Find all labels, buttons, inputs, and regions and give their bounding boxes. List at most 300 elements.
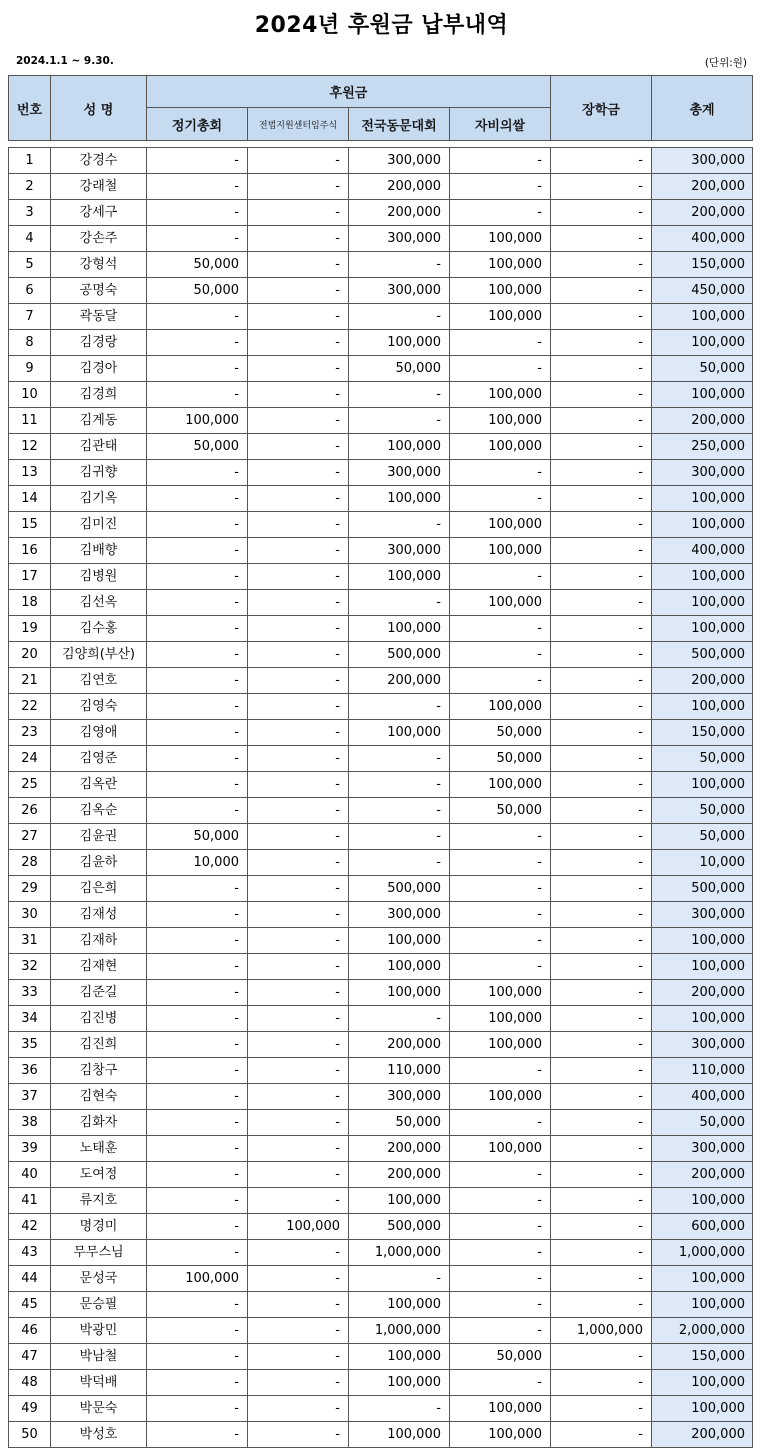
cell-scholarship: - <box>551 980 652 1006</box>
cell-alumni: 300,000 <box>349 278 450 304</box>
cell-regular: - <box>147 590 248 616</box>
cell-alumni: 1,000,000 <box>349 1318 450 1344</box>
cell-total: 100,000 <box>652 1266 753 1292</box>
table-row <box>9 252 753 278</box>
cell-legal-center: - <box>248 1422 349 1448</box>
cell-alumni: 100,000 <box>349 1292 450 1318</box>
cell-legal-center: - <box>248 174 349 200</box>
cell-rice: 100,000 <box>450 1032 551 1058</box>
cell-name: 김영준 <box>51 746 147 772</box>
cell-name: 문승필 <box>51 1292 147 1318</box>
cell-legal-center: - <box>248 1058 349 1084</box>
cell-regular: - <box>147 616 248 642</box>
table-row <box>9 954 753 980</box>
cell-alumni: 500,000 <box>349 1214 450 1240</box>
cell-total: 100,000 <box>652 772 753 798</box>
cell-no: 20 <box>9 642 51 668</box>
cell-rice: 100,000 <box>450 252 551 278</box>
table-row <box>9 798 753 824</box>
table-row <box>9 512 753 538</box>
cell-legal-center: - <box>248 1370 349 1396</box>
cell-regular: - <box>147 1110 248 1136</box>
cell-regular: - <box>147 1006 248 1032</box>
cell-name: 무무스님 <box>51 1240 147 1266</box>
cell-scholarship: - <box>551 616 652 642</box>
header-regular: 정기총회 <box>147 108 248 141</box>
table-row <box>9 850 753 876</box>
table-row <box>9 694 753 720</box>
cell-total: 100,000 <box>652 512 753 538</box>
cell-scholarship: - <box>551 1292 652 1318</box>
cell-no: 15 <box>9 512 51 538</box>
cell-regular: - <box>147 1214 248 1240</box>
cell-alumni: 1,000,000 <box>349 1240 450 1266</box>
cell-rice: 100,000 <box>450 512 551 538</box>
cell-rice: 100,000 <box>450 590 551 616</box>
cell-legal-center: - <box>248 304 349 330</box>
cell-rice: 100,000 <box>450 226 551 252</box>
cell-legal-center: - <box>248 1292 349 1318</box>
cell-name: 김창구 <box>51 1058 147 1084</box>
cell-legal-center: - <box>248 772 349 798</box>
cell-no: 7 <box>9 304 51 330</box>
cell-legal-center: - <box>248 902 349 928</box>
cell-no: 8 <box>9 330 51 356</box>
cell-total: 300,000 <box>652 1032 753 1058</box>
table-row <box>9 642 753 668</box>
cell-no: 12 <box>9 434 51 460</box>
cell-legal-center: - <box>248 1006 349 1032</box>
cell-total: 100,000 <box>652 330 753 356</box>
cell-total: 100,000 <box>652 954 753 980</box>
cell-legal-center: - <box>248 616 349 642</box>
table-row <box>9 1292 753 1318</box>
cell-legal-center: - <box>248 1318 349 1344</box>
cell-alumni: 50,000 <box>349 1110 450 1136</box>
header-no: 번호 <box>9 76 51 141</box>
cell-name: 김재현 <box>51 954 147 980</box>
cell-total: 100,000 <box>652 486 753 512</box>
cell-rice: 100,000 <box>450 1422 551 1448</box>
cell-no: 13 <box>9 460 51 486</box>
cell-name: 김화자 <box>51 1110 147 1136</box>
cell-legal-center: - <box>248 720 349 746</box>
cell-name: 강래철 <box>51 174 147 200</box>
cell-legal-center: - <box>248 1396 349 1422</box>
cell-scholarship: - <box>551 954 652 980</box>
cell-regular: - <box>147 746 248 772</box>
table-row <box>9 1318 753 1344</box>
table-row <box>9 1188 753 1214</box>
cell-name: 강세구 <box>51 200 147 226</box>
table-row <box>9 1006 753 1032</box>
cell-rice: 100,000 <box>450 382 551 408</box>
cell-alumni: 100,000 <box>349 330 450 356</box>
cell-rice: - <box>450 200 551 226</box>
cell-legal-center: - <box>248 928 349 954</box>
cell-rice: - <box>450 1188 551 1214</box>
cell-total: 450,000 <box>652 278 753 304</box>
cell-regular: 100,000 <box>147 1266 248 1292</box>
cell-rice: - <box>450 1370 551 1396</box>
cell-legal-center: - <box>248 1162 349 1188</box>
cell-scholarship: - <box>551 746 652 772</box>
cell-legal-center: - <box>248 460 349 486</box>
cell-no: 39 <box>9 1136 51 1162</box>
cell-legal-center: - <box>248 590 349 616</box>
cell-alumni: 100,000 <box>349 616 450 642</box>
cell-alumni: 100,000 <box>349 564 450 590</box>
cell-legal-center: - <box>248 1344 349 1370</box>
cell-rice: - <box>450 174 551 200</box>
cell-scholarship: - <box>551 1266 652 1292</box>
cell-legal-center: - <box>248 356 349 382</box>
cell-regular: - <box>147 1058 248 1084</box>
cell-total: 50,000 <box>652 798 753 824</box>
cell-rice: - <box>450 564 551 590</box>
cell-no: 47 <box>9 1344 51 1370</box>
cell-no: 41 <box>9 1188 51 1214</box>
cell-alumni: - <box>349 1266 450 1292</box>
cell-rice: 100,000 <box>450 1136 551 1162</box>
cell-total: 100,000 <box>652 304 753 330</box>
cell-regular: - <box>147 1136 248 1162</box>
table-row <box>9 304 753 330</box>
cell-rice: 100,000 <box>450 772 551 798</box>
header-rice: 자비의쌀 <box>450 108 551 141</box>
table-row <box>9 382 753 408</box>
cell-no: 45 <box>9 1292 51 1318</box>
cell-total: 500,000 <box>652 642 753 668</box>
cell-no: 42 <box>9 1214 51 1240</box>
cell-scholarship: - <box>551 148 652 174</box>
cell-no: 31 <box>9 928 51 954</box>
cell-total: 100,000 <box>652 590 753 616</box>
cell-regular: - <box>147 304 248 330</box>
cell-name: 김윤하 <box>51 850 147 876</box>
cell-alumni: - <box>349 798 450 824</box>
cell-regular: - <box>147 928 248 954</box>
cell-rice: - <box>450 1318 551 1344</box>
cell-regular: 50,000 <box>147 252 248 278</box>
cell-rice: - <box>450 1214 551 1240</box>
cell-total: 50,000 <box>652 1110 753 1136</box>
cell-regular: - <box>147 148 248 174</box>
cell-scholarship: - <box>551 1032 652 1058</box>
cell-alumni: 300,000 <box>349 148 450 174</box>
cell-total: 150,000 <box>652 1344 753 1370</box>
cell-total: 100,000 <box>652 1006 753 1032</box>
cell-total: 150,000 <box>652 720 753 746</box>
cell-regular: - <box>147 512 248 538</box>
cell-legal-center: - <box>248 434 349 460</box>
cell-scholarship: - <box>551 1162 652 1188</box>
cell-total: 10,000 <box>652 850 753 876</box>
cell-scholarship: - <box>551 252 652 278</box>
donation-table <box>8 75 753 1448</box>
cell-regular: - <box>147 1292 248 1318</box>
cell-total: 300,000 <box>652 1136 753 1162</box>
cell-legal-center: - <box>248 564 349 590</box>
cell-alumni: 110,000 <box>349 1058 450 1084</box>
cell-legal-center: - <box>248 1032 349 1058</box>
cell-scholarship: - <box>551 408 652 434</box>
cell-no: 44 <box>9 1266 51 1292</box>
cell-no: 36 <box>9 1058 51 1084</box>
cell-total: 100,000 <box>652 928 753 954</box>
cell-total: 300,000 <box>652 148 753 174</box>
cell-legal-center: - <box>248 850 349 876</box>
cell-total: 400,000 <box>652 538 753 564</box>
table-row <box>9 1266 753 1292</box>
cell-alumni: 100,000 <box>349 980 450 1006</box>
table-row <box>9 174 753 200</box>
cell-total: 100,000 <box>652 616 753 642</box>
cell-legal-center: - <box>248 876 349 902</box>
cell-name: 박문숙 <box>51 1396 147 1422</box>
cell-scholarship: - <box>551 330 652 356</box>
cell-name: 명경미 <box>51 1214 147 1240</box>
cell-no: 21 <box>9 668 51 694</box>
cell-alumni: 300,000 <box>349 1084 450 1110</box>
cell-alumni: 100,000 <box>349 1370 450 1396</box>
cell-name: 노태훈 <box>51 1136 147 1162</box>
cell-legal-center: - <box>248 1084 349 1110</box>
cell-scholarship: - <box>551 1006 652 1032</box>
cell-legal-center: - <box>248 252 349 278</box>
table-row <box>9 1240 753 1266</box>
cell-scholarship: - <box>551 1188 652 1214</box>
cell-no: 24 <box>9 746 51 772</box>
cell-no: 14 <box>9 486 51 512</box>
cell-name: 김배향 <box>51 538 147 564</box>
cell-no: 5 <box>9 252 51 278</box>
cell-alumni: 100,000 <box>349 486 450 512</box>
cell-regular: - <box>147 642 248 668</box>
cell-scholarship: - <box>551 382 652 408</box>
cell-total: 200,000 <box>652 174 753 200</box>
cell-scholarship: - <box>551 304 652 330</box>
cell-alumni: - <box>349 408 450 434</box>
cell-total: 200,000 <box>652 1162 753 1188</box>
cell-scholarship: - <box>551 1084 652 1110</box>
cell-no: 30 <box>9 902 51 928</box>
cell-name: 박성호 <box>51 1422 147 1448</box>
cell-rice: - <box>450 928 551 954</box>
cell-scholarship: - <box>551 590 652 616</box>
cell-regular: - <box>147 798 248 824</box>
cell-total: 1,000,000 <box>652 1240 753 1266</box>
cell-regular: - <box>147 226 248 252</box>
cell-legal-center: - <box>248 226 349 252</box>
table-row <box>9 226 753 252</box>
cell-name: 김재하 <box>51 928 147 954</box>
table-row <box>9 460 753 486</box>
cell-rice: 50,000 <box>450 798 551 824</box>
cell-no: 22 <box>9 694 51 720</box>
table-row <box>9 980 753 1006</box>
cell-total: 200,000 <box>652 980 753 1006</box>
table-row <box>9 538 753 564</box>
cell-total: 200,000 <box>652 200 753 226</box>
table-header <box>9 76 753 148</box>
cell-regular: - <box>147 1084 248 1110</box>
cell-regular: - <box>147 1370 248 1396</box>
cell-regular: - <box>147 564 248 590</box>
cell-regular: - <box>147 720 248 746</box>
cell-no: 38 <box>9 1110 51 1136</box>
cell-no: 32 <box>9 954 51 980</box>
table-row <box>9 1058 753 1084</box>
cell-name: 김은희 <box>51 876 147 902</box>
cell-rice: 50,000 <box>450 746 551 772</box>
cell-regular: - <box>147 1396 248 1422</box>
cell-total: 100,000 <box>652 694 753 720</box>
cell-total: 100,000 <box>652 1188 753 1214</box>
cell-scholarship: - <box>551 642 652 668</box>
header-legal-center: 전법지원센터임주식 <box>248 108 349 141</box>
table-row <box>9 824 753 850</box>
table-row <box>9 1032 753 1058</box>
cell-no: 26 <box>9 798 51 824</box>
cell-name: 김계동 <box>51 408 147 434</box>
cell-alumni: - <box>349 772 450 798</box>
cell-alumni: 300,000 <box>349 460 450 486</box>
cell-legal-center: - <box>248 980 349 1006</box>
cell-name: 김관태 <box>51 434 147 460</box>
cell-name: 강손주 <box>51 226 147 252</box>
cell-scholarship: - <box>551 928 652 954</box>
cell-rice: - <box>450 1266 551 1292</box>
cell-alumni: 300,000 <box>349 538 450 564</box>
cell-alumni: - <box>349 694 450 720</box>
cell-rice: - <box>450 642 551 668</box>
cell-name: 김옥순 <box>51 798 147 824</box>
cell-no: 18 <box>9 590 51 616</box>
cell-scholarship: - <box>551 512 652 538</box>
cell-rice: - <box>450 824 551 850</box>
cell-regular: 50,000 <box>147 434 248 460</box>
cell-total: 200,000 <box>652 1422 753 1448</box>
cell-alumni: 100,000 <box>349 720 450 746</box>
cell-rice: - <box>450 850 551 876</box>
cell-scholarship: - <box>551 434 652 460</box>
cell-alumni: 500,000 <box>349 876 450 902</box>
cell-legal-center: - <box>248 538 349 564</box>
cell-rice: - <box>450 1162 551 1188</box>
cell-name: 김진병 <box>51 1006 147 1032</box>
cell-scholarship: - <box>551 356 652 382</box>
cell-name: 박광민 <box>51 1318 147 1344</box>
cell-alumni: 100,000 <box>349 1422 450 1448</box>
page-title: 2024년 후원금 납부내역 <box>254 13 509 38</box>
cell-regular: - <box>147 694 248 720</box>
cell-alumni: - <box>349 1396 450 1422</box>
cell-rice: - <box>450 668 551 694</box>
cell-scholarship: - <box>551 876 652 902</box>
cell-legal-center: - <box>248 954 349 980</box>
table-row <box>9 590 753 616</box>
cell-regular: - <box>147 1032 248 1058</box>
cell-rice: 100,000 <box>450 538 551 564</box>
table-body <box>9 148 753 1448</box>
cell-scholarship: - <box>551 1344 652 1370</box>
cell-legal-center: 100,000 <box>248 1214 349 1240</box>
cell-alumni: - <box>349 746 450 772</box>
cell-alumni: 100,000 <box>349 1188 450 1214</box>
cell-scholarship: - <box>551 902 652 928</box>
cell-scholarship: - <box>551 1058 652 1084</box>
table-row <box>9 148 753 174</box>
cell-rice: - <box>450 902 551 928</box>
cell-alumni: 200,000 <box>349 200 450 226</box>
cell-rice: 100,000 <box>450 980 551 1006</box>
cell-no: 37 <box>9 1084 51 1110</box>
cell-scholarship: - <box>551 1214 652 1240</box>
cell-regular: 50,000 <box>147 278 248 304</box>
table-row <box>9 928 753 954</box>
cell-total: 200,000 <box>652 408 753 434</box>
table-row <box>9 772 753 798</box>
table-row <box>9 200 753 226</box>
cell-no: 4 <box>9 226 51 252</box>
cell-name: 류지호 <box>51 1188 147 1214</box>
cell-no: 40 <box>9 1162 51 1188</box>
table-row <box>9 1110 753 1136</box>
cell-legal-center: - <box>248 512 349 538</box>
header-alumni: 전국동문대회 <box>349 108 450 141</box>
table-row <box>9 564 753 590</box>
cell-total: 400,000 <box>652 226 753 252</box>
cell-regular: - <box>147 1344 248 1370</box>
cell-no: 33 <box>9 980 51 1006</box>
cell-legal-center: - <box>248 408 349 434</box>
cell-rice: 100,000 <box>450 434 551 460</box>
cell-name: 김선옥 <box>51 590 147 616</box>
table-row <box>9 278 753 304</box>
cell-total: 400,000 <box>652 1084 753 1110</box>
table-row <box>9 1162 753 1188</box>
cell-regular: - <box>147 876 248 902</box>
cell-name: 김진희 <box>51 1032 147 1058</box>
cell-total: 100,000 <box>652 1370 753 1396</box>
cell-name: 김병원 <box>51 564 147 590</box>
cell-name: 김재성 <box>51 902 147 928</box>
cell-rice: 100,000 <box>450 278 551 304</box>
cell-total: 250,000 <box>652 434 753 460</box>
cell-scholarship: - <box>551 200 652 226</box>
cell-total: 50,000 <box>652 746 753 772</box>
cell-rice: 100,000 <box>450 694 551 720</box>
cell-rice: 50,000 <box>450 720 551 746</box>
cell-no: 48 <box>9 1370 51 1396</box>
cell-legal-center: - <box>248 382 349 408</box>
cell-no: 2 <box>9 174 51 200</box>
cell-name: 도여정 <box>51 1162 147 1188</box>
cell-alumni: 50,000 <box>349 356 450 382</box>
cell-alumni: 200,000 <box>349 174 450 200</box>
cell-no: 10 <box>9 382 51 408</box>
cell-regular: - <box>147 902 248 928</box>
cell-regular: - <box>147 200 248 226</box>
cell-total: 600,000 <box>652 1214 753 1240</box>
cell-total: 2,000,000 <box>652 1318 753 1344</box>
cell-total: 100,000 <box>652 1396 753 1422</box>
cell-alumni: - <box>349 590 450 616</box>
cell-scholarship: - <box>551 1136 652 1162</box>
cell-scholarship: - <box>551 668 652 694</box>
header-donation-group: 후원금 <box>147 76 551 108</box>
